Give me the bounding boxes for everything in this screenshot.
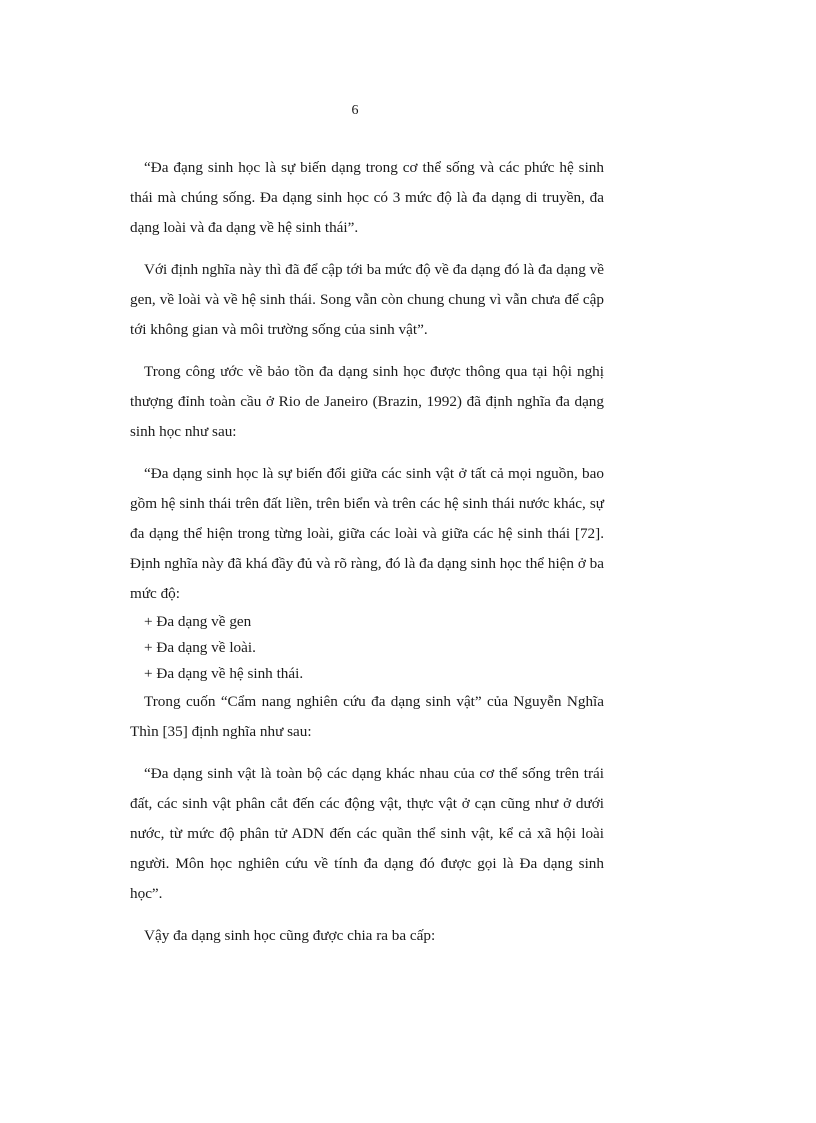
paragraph-handbook-definition: “Đa dạng sinh vật là toàn bộ các dạng khác nhau của cơ thể sống trên trái đất, các sinh vật phân cắt đến các động vật, thực vật ở cạn cũng như ở dưới nước, từ mức độ phân tử ADN đến các quần thể sinh vật, kể cả xã hội loài người. Môn học nghiên cứu về tính đa dạng đó được gọi là Đa dạng sinh học”.: [130, 765, 604, 902]
levels-list: [130, 609, 604, 687]
paragraph-conclusion: Vậy đa dạng sinh học cũng được chia ra ba cấp:: [144, 927, 436, 944]
list-item: + Đa dạng về loài.: [144, 639, 256, 656]
list-item: + Đa dạng về hệ sinh thái.: [144, 665, 304, 682]
paragraph-convention-intro: Trong công ước về bảo tồn đa dạng sinh học được thông qua tại hội nghị thượng đỉnh toàn cầu ở Rio de Janeiro (Brazin, 1992) đã định nghĩa đa dạng sinh học như sau:: [130, 363, 604, 440]
list-item: + Đa dạng về gen: [144, 613, 252, 630]
paragraph-handbook-intro: Trong cuốn “Cẩm nang nghiên cứu đa dạng sinh vật” của Nguyễn Nghĩa Thìn [35] định nghĩa như sau:: [130, 693, 604, 740]
paragraph-commentary: Với định nghĩa này thì đã để cập tới ba mức độ về đa dạng đó là đa dạng về gen, về loài và về hệ sinh thái. Song vẫn còn chung chung vì vẫn chưa để cập tới không gian và môi trường sống của sinh vật”.: [130, 261, 604, 338]
paragraph-definition-1: “Đa đạng sinh học là sự biến dạng trong cơ thể sống và các phức hệ sinh thái mà chúng sống. Đa dạng sinh học có 3 mức độ là đa dạng di truyền, đa dạng loài và đa dạng về hệ sinh thái”.: [130, 159, 604, 236]
page-number: 6: [351, 103, 359, 118]
paragraph-convention-definition: “Đa dạng sinh học là sự biến đổi giữa các sinh vật ở tất cả mọi nguồn, bao gồm hệ sinh thái trên đất liền, trên biển và trên các hệ sinh thái nước khác, sự đa dạng thể hiện trong từng loài, giữa các loài và giữa các hệ sinh thái [72]. Định nghĩa này đã khá đầy đủ và rõ ràng, đó là đa dạng sinh học thể hiện ở ba mức độ:: [130, 465, 604, 602]
page-body: [130, 153, 604, 951]
